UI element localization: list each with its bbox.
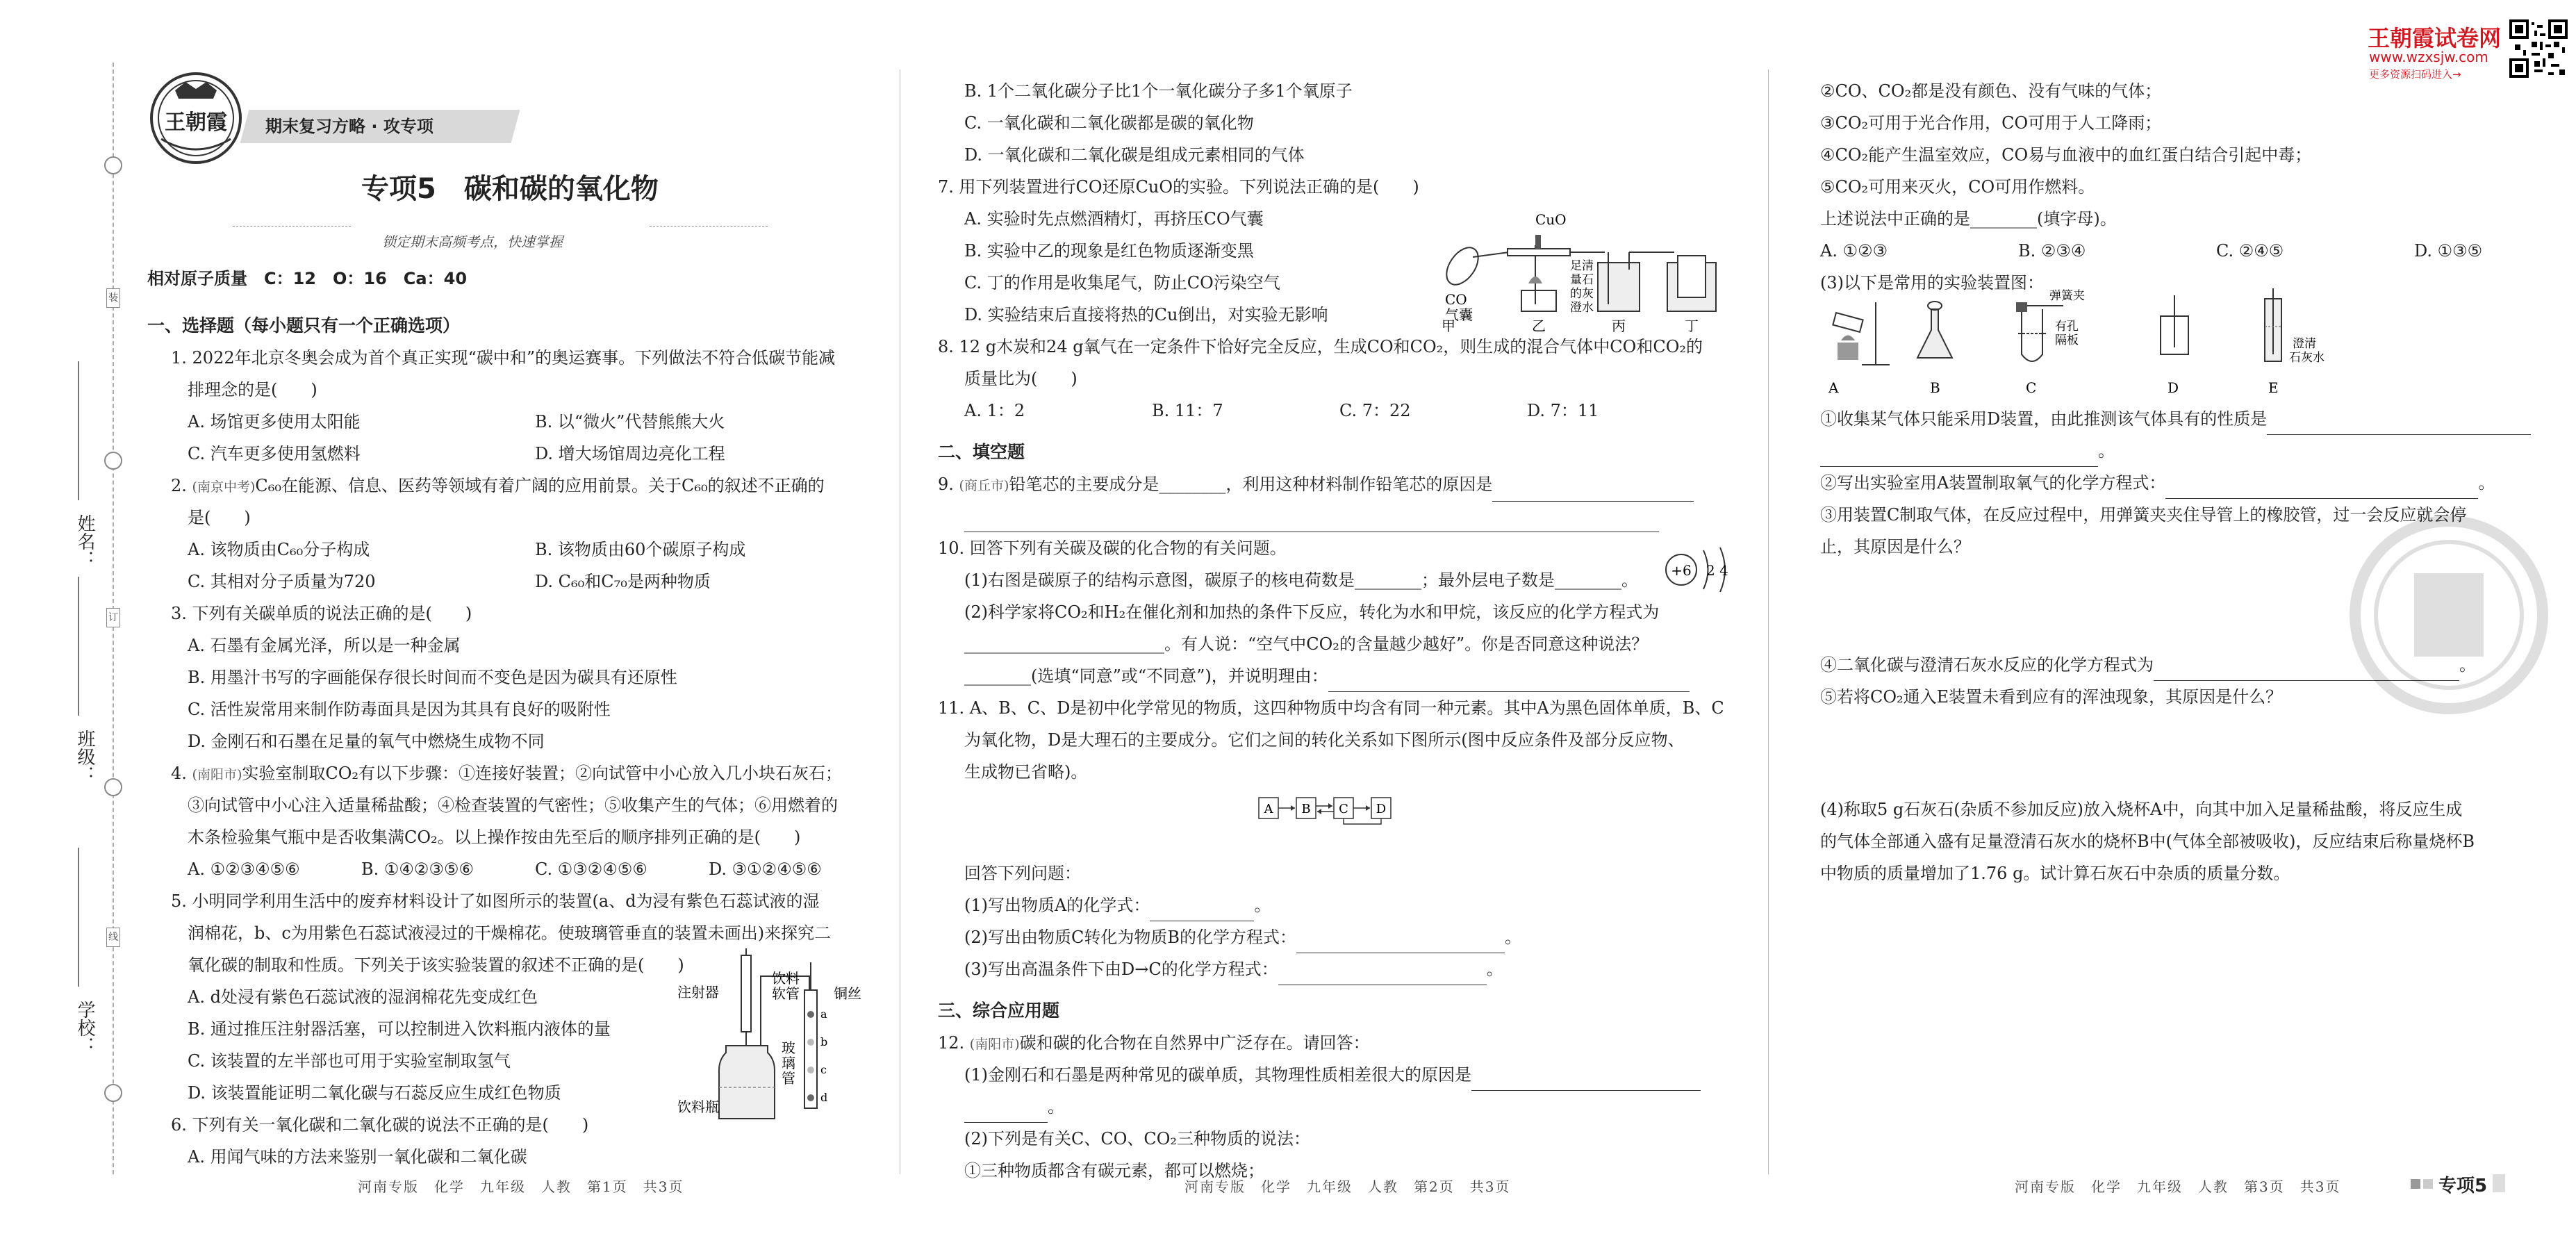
q7-option[interactable]: B. 实验中乙的现象是红色物质逐渐变黑 bbox=[964, 241, 1254, 261]
q7-option[interactable]: D. 实验结束后直接将热的Cu倒出，对实验无影响 bbox=[964, 305, 1328, 324]
limewater-label: 澄清 bbox=[2293, 337, 2316, 351]
q2-stem-cont: 是( ) bbox=[188, 508, 251, 527]
qr-code[interactable] bbox=[2509, 19, 2568, 78]
q11-part3: (3)写出高温条件下由D→C的化学方程式： bbox=[964, 960, 1278, 979]
q11-ask: 回答下列问题： bbox=[964, 864, 1081, 883]
fig7-lime-label: 量石 bbox=[1570, 273, 1594, 287]
q12-stem: 碳和碳的化合物在自然界中广泛存在。请回答： bbox=[1019, 1033, 1370, 1053]
q12-option[interactable]: C. ②④⑤ bbox=[2216, 241, 2284, 261]
fig5-bottle-label: 饮料瓶 bbox=[677, 1098, 719, 1115]
q6-option[interactable]: D. 一氧化碳和二氧化碳是组成元素相同的气体 bbox=[964, 145, 1305, 165]
q12-part3: (3)以下是常用的实验装置图： bbox=[1820, 273, 2044, 293]
page2-body: B. 1个二氧化碳分子比1个一氧化碳分子多1个氧原子 C. 一氧化碳和二氧化碳都是碳的氧化物 D. 一氧化碳和二氧化碳是组成元素相同的气体 7. 用下列装置进行CO还原CuO的实验。下列说法正确的是( ) A. 实验时先点燃酒精灯，再挤压CO气囊 B. 实验中乙的现象是红色物质逐渐变黑 C. 丁的作用是收集尾气，防止CO污染空气 D. 实验结束后直接将热的Cu倒出，对实验无影响 8. 12 g木炭和24 g氧气在一定条件下恰好完全反应，生成CO和CO₂，则生成的混合气体中CO和CO₂的 质量比为( ) A. 1：2 B. 11：7 C. 7：22 D. 7：11 二、填空题 9. (商丘市)铅笔芯的主要成分是________，利用这种材料制作铅笔芯的原因是 10. 回答下列有关碳及碳的化合物的有关问题。 (1)右图是碳原子的结构示意图，碳原子的核电荷数是________；最外层电子数是________。 (2)科学家将CO₂和H₂在催化剂和加热的条件下反应，转化为水和甲烷，该反应的化学方程式为 ________________________。有人说：“空气中CO₂的含量越少越好”。你是否同意这种说法？ ________(选填“同意”或“不同意”)，并说明理由： 11. A、B、C、D是初中化学常见的物质，这四种物质中均含有同一种元素。其中A为黑色固体单质，B、C 为氧化物，D是大理石的主要成分。它们之间的转化关系如下图所示(图中反应条件及部分反应物、 生成物已省略)。 回答下列问题： (1)写出物质A的化学式： 。 (2)写出由物质C转化为物质B的化学方程式： 。 (3)写出高温条件下由D→C的化学方程式： 。 三、综合应用题 12. (南阳市)碳和碳的化合物在自然界中广泛存在。请回答： (1)金刚石和石墨是两种常见的碳单质，其物理性质相差很大的原因是 。 (2)下列是有关C、CO、CO₂三种物质的说法： ①三种物质都含有碳元素，都可以燃烧； bbox=[938, 75, 1765, 1187]
p4-stem-cont: 的气体全部通入盛有足量澄清石灰水的烧杯B中(气体全部被吸收)，反应结束后称量烧杯B bbox=[1820, 832, 2475, 851]
q11-chain-diagram bbox=[1257, 791, 1396, 825]
q11-stem: 11. A、B、C、D是初中化学常见的物质，这四种物质中均含有同一种元素。其中A为黑色固体单质，B、C bbox=[938, 698, 1724, 718]
q1-option[interactable]: D. 增大场馆周边亮化工程 bbox=[535, 444, 725, 463]
q8-stem: 8. 12 g木炭和24 g氧气在一定条件下恰好完全反应，生成CO和CO₂，则生成的混合气体中CO和CO₂的 bbox=[938, 337, 1703, 356]
fig5-syringe-label: 注射器 bbox=[677, 984, 719, 1001]
q12-statement: ⑤CO₂可用来灭火，CO可用作燃料。 bbox=[1820, 177, 2095, 197]
chain-node: A bbox=[1264, 802, 1273, 816]
tag-mark bbox=[2423, 1179, 2433, 1189]
p4-stem-cont: 中物质的质量增加了1.76 g。试计算石灰石中杂质的质量分数。 bbox=[1820, 864, 2290, 883]
fig5-glass-label: 玻 bbox=[782, 1039, 795, 1056]
school-blank bbox=[78, 848, 79, 987]
binding-hole bbox=[104, 156, 122, 174]
binding-hole bbox=[104, 452, 122, 470]
q11-stem-cont: 为氧化物，D是大理石的主要成分。它们之间的转化关系如下图所示(图中反应条件及部分反应物、 bbox=[964, 730, 1685, 750]
q11-answer-blank[interactable] bbox=[1278, 964, 1487, 985]
q7-apparatus-figure bbox=[1438, 207, 1737, 332]
q6-option[interactable]: B. 1个二氧化碳分子比1个一氧化碳分子多1个氧原子 bbox=[964, 81, 1353, 101]
page2-footer: 河南专版 化学 九年级 人教 第2页 共3页 bbox=[1184, 1178, 1511, 1195]
plate-label: 隔板 bbox=[2055, 334, 2079, 347]
q1-option[interactable]: B. 以“微火”代替熊熊大火 bbox=[535, 412, 725, 431]
site-url[interactable]: www.wzxsjw.com bbox=[2369, 49, 2488, 65]
q2-stem: C₆₀在能源、信息、医药等领域有着广阔的应用前景。关于C₆₀的叙述不正确的 bbox=[255, 476, 825, 495]
page1-footer: 河南专版 化学 九年级 人教 第1页 共3页 bbox=[358, 1178, 684, 1195]
q12-option[interactable]: D. ①③⑤ bbox=[2414, 241, 2483, 261]
q3-option[interactable]: D. 金刚石和石墨在足量的氧气中燃烧生成物不同 bbox=[188, 732, 545, 751]
q3-option[interactable]: C. 活性炭常用来制作防毒面具是因为其具有良好的吸附性 bbox=[188, 700, 611, 719]
q4-option[interactable]: C. ①③②④⑤⑥ bbox=[535, 859, 647, 879]
chain-node: B bbox=[1301, 802, 1311, 816]
q12-part1: (1)金刚石和石墨是两种常见的碳单质，其物理性质相差很大的原因是 bbox=[964, 1065, 1471, 1085]
fig5-straw-label: 饮料 bbox=[772, 970, 800, 987]
q11-part1: (1)写出物质A的化学式： bbox=[964, 896, 1150, 915]
p3-answer-blank[interactable] bbox=[2165, 477, 2478, 499]
p3-answer-blank[interactable] bbox=[1820, 445, 2098, 467]
bind-tag: 线 bbox=[106, 928, 120, 947]
q12-option[interactable]: A. ①②③ bbox=[1820, 241, 1888, 261]
q3-option[interactable]: A. 石墨有金属光泽，所以是一种金属 bbox=[188, 636, 461, 655]
q12-apparatus-figure bbox=[1820, 288, 2487, 400]
q2-option[interactable]: B. 该物质由60个碳原子构成 bbox=[535, 540, 746, 559]
chain-node: C bbox=[1339, 802, 1348, 816]
q5-option[interactable]: B. 通过推压注射器活塞，可以控制进入饮料瓶内液体的量 bbox=[188, 1019, 611, 1039]
q1-option[interactable]: A. 场馆更多使用太阳能 bbox=[188, 412, 361, 431]
fig-label: E bbox=[2268, 379, 2279, 396]
watermark-seal bbox=[2348, 514, 2550, 716]
q5-stem-cont: 氧化碳的制取和性质。下列关于该实验装置的叙述不正确的是( ) bbox=[188, 955, 684, 975]
banner-text: 期末复习方略 · 攻专项 bbox=[265, 117, 434, 136]
atomic-mass: 相对原子质量 C：12 O：16 Ca：40 bbox=[147, 269, 468, 288]
q11-answer-blank[interactable] bbox=[1150, 900, 1254, 921]
q9-source: (商丘市) bbox=[959, 478, 1009, 493]
plate-label: 有孔 bbox=[2055, 320, 2079, 334]
q6-option[interactable]: A. 用闻气味的方法来鉴别一氧化碳和二氧化碳 bbox=[188, 1147, 527, 1167]
slogan-rule-left bbox=[233, 226, 351, 227]
q1-option[interactable]: C. 汽车更多使用氢燃料 bbox=[188, 444, 361, 463]
bind-tag: 装 bbox=[106, 288, 120, 308]
p3-q1: ①收集某气体只能采用D装置，由此推测该气体具有的性质是 bbox=[1820, 409, 2268, 429]
page1-body: 相对原子质量 C：12 O：16 Ca：40 一、选择题（每小题只有一个正确选项） 1. 2022年北京冬奥会成为首个真正实现“碳中和”的奥运赛事。下列做法不符合低碳节能减 排理念的是( ) A. 场馆更多使用太阳能 B. 以“微火”代替熊熊大火 C. 汽车更多使用氢燃料 D. 增大场馆周边亮化工程 2. (南京中考)C₆₀在能源、信息、医药等领域有着广阔的应用前景。关于C₆₀的叙述不正确的 是( ) A. 该物质由C₆₀分子构成 B. 该物质由60个碳原子构成 C. 其相对分子质量为720 D. C₆₀和C₇₀是两种物质 3. 下列有关碳单质的说法正确的是( ) A. 石墨有金属光泽，所以是一种金属 B. 用墨汁书写的字画能保存很长时间而不变色是因为碳具有还原性 C. 活性炭常用来制作防毒面具是因为其具有良好的吸附性 D. 金刚石和石墨在足量的氧气中燃烧生成物不同 4. (南阳市)实验室制取CO₂有以下步骤：①连接好装置；②向试管中小心放入几小块石灰石； ③向试管中小心注入适量稀盐酸；④检查装置的气密性；⑤收集产生的气体；⑥用燃着的 木条检验集气瓶中是否收集满CO₂。以上操作按由先至后的顺序排列正确的是( ) A. ①②③④⑤⑥ B. ①④②③⑤⑥ C. ①③②④⑤⑥ D. ③①②④⑤⑥ 5. 小明同学利用生活中的废弃材料设计了如图所示的装置(a、d为浸有紫色石蕊试液的湿 润棉花，b、c为用紫色石蕊试液浸过的干燥棉花。使玻璃管垂直的装置未画出)来探究二 氧化碳的制取和性质。下列关于该实验装置的叙述不正确的是( ) A. d处浸有紫色石蕊试液的湿润棉花先变成红色 B. 通过推压注射器活塞，可以控制进入饮料瓶内液体的量 C. 该装置的左半部也可用于实验室制取氢气 D. 该装置能证明二氧化碳与石蕊反应生成红色物质 6. 下列有关一氧化碳和二氧化碳的说法不正确的是( ) A. 用闻气味的方法来鉴别一氧化碳和二氧化碳 bbox=[147, 263, 877, 1173]
q5-option[interactable]: A. d处浸有紫色石蕊试液的湿润棉花先变成红色 bbox=[188, 987, 538, 1007]
q12-ask: 上述说法中正确的是________(填字母)。 bbox=[1820, 209, 2117, 229]
page-title: 专项5 碳和碳的氧化物 bbox=[361, 173, 659, 205]
p3-q4: ④二氧化碳与澄清石灰水反应的化学方程式为 bbox=[1820, 655, 2154, 675]
q4-option[interactable]: D. ③①②④⑤⑥ bbox=[709, 859, 822, 879]
p3-q3-cont: 止，其原因是什么？ bbox=[1820, 537, 1970, 557]
slogan: 锁定期末高频考点，快速掌握 bbox=[382, 233, 563, 250]
section2-heading: 二、填空题 bbox=[938, 442, 1025, 462]
fig-label: C bbox=[2026, 379, 2037, 396]
fig7-ding: 丁 bbox=[1685, 318, 1699, 332]
p3-q3: ③用装置C制取气体，在反应过程中，用弹簧夹夹住导管上的橡胶管，过一会反应就会停 bbox=[1820, 505, 2467, 525]
binding-hole bbox=[104, 1084, 122, 1102]
fig7-lime-label: 的灰 bbox=[1570, 287, 1594, 301]
q11-answer-blank[interactable] bbox=[1296, 932, 1505, 953]
q9-stem: 铅笔芯的主要成分是________，利用这种材料制作铅笔芯的原因是 bbox=[1009, 475, 1493, 494]
fig7-co-label: CO bbox=[1445, 291, 1467, 308]
section1-heading: 一、选择题（每小题只有一个正确选项） bbox=[147, 315, 461, 336]
q8-option[interactable]: D. 7：11 bbox=[1527, 401, 1599, 420]
q12-statement: ④CO₂能产生温室效应，CO易与血液中的血红蛋白结合引起中毒； bbox=[1820, 145, 2312, 165]
q4-stem-cont: 木条检验集气瓶中是否收集满CO₂。以上操作按由先至后的顺序排列正确的是( ) bbox=[188, 828, 801, 847]
fig5-glass-label: 璃 bbox=[782, 1055, 795, 1071]
fig7-bing: 丙 bbox=[1612, 318, 1626, 332]
chain-node: D bbox=[1376, 802, 1387, 816]
q8-stem-cont: 质量比为( ) bbox=[964, 369, 1078, 388]
q9-answer-blank[interactable] bbox=[964, 511, 1659, 532]
carbon-atom-diagram bbox=[1660, 542, 1758, 598]
q2-option[interactable]: D. C₆₀和C₇₀是两种物质 bbox=[535, 572, 711, 591]
site-note: 更多资源扫码进入→ bbox=[2369, 68, 2461, 81]
name-label: 姓名： bbox=[74, 514, 95, 568]
q7-option[interactable]: A. 实验时先点燃酒精灯，再挤压CO气囊 bbox=[964, 209, 1264, 229]
p3-q5: ⑤若将CO₂通入E装置未看到应有的浑浊现象，其原因是什么？ bbox=[1820, 687, 2283, 707]
q12-statement: ①三种物质都含有碳元素，都可以燃烧； bbox=[964, 1161, 1264, 1180]
q11-stem-cont: 生成物已省略)。 bbox=[964, 762, 1088, 782]
fig7-yi: 乙 bbox=[1532, 318, 1546, 332]
q5-option[interactable]: C. 该装置的左半部也可用于实验室制取氢气 bbox=[188, 1051, 511, 1071]
q12-answer-blank[interactable] bbox=[1471, 1069, 1701, 1091]
p3-q2: ②写出实验室用A装置制取氧气的化学方程式： bbox=[1820, 473, 2166, 493]
q10-answer-blank[interactable] bbox=[1328, 670, 1690, 692]
atom-shells: 2 4 bbox=[1706, 562, 1728, 579]
fig7-lime-label: 澄水 bbox=[1570, 301, 1594, 315]
page3-body-cont: ①收集某气体只能采用D装置，由此推测该气体具有的性质是 。 ②写出实验室用A装置制取氧气的化学方程式： 。 ③用装置C制取气体，在反应过程中，用弹簧夹夹住导管上的橡胶管，过一会反应就会停 止，其原因是什么？ ④二氧化碳与澄清石灰水反应的化学方程式为 。 ⑤若将CO₂通入E装置未看到应有的浑浊现象，其原因是什么？ (4)称取5 g石灰石(杂质不参加反应)放入烧杯A中，向其中加入足量稀盐酸，将反应生成 的气体全部通入盛有足量澄清石灰水的烧杯B中(气体全部被吸收)，反应结束后称量烧杯B 中物质的质量增加了1.76 g。试计算石灰石中杂质的质量分数。 bbox=[1820, 403, 2522, 889]
q5-stem-cont: 润棉花，b、c为用紫色石蕊试液浸过的干燥棉花。使玻璃管垂直的装置未画出)来探究二 bbox=[188, 923, 832, 943]
q3-stem: 3. 下列有关碳单质的说法正确的是( ) bbox=[171, 604, 472, 623]
spring-clip-label: 弹簧夹 bbox=[2049, 289, 2085, 303]
q3-option[interactable]: B. 用墨汁书写的字画能保存很长时间而不变色是因为碳具有还原性 bbox=[188, 668, 677, 687]
q4-option[interactable]: A. ①②③④⑤⑥ bbox=[188, 859, 300, 879]
tag-mark bbox=[2493, 1174, 2505, 1192]
q8-option[interactable]: A. 1：2 bbox=[964, 401, 1025, 420]
fig-label: B bbox=[1930, 379, 1940, 396]
page-divider bbox=[1768, 69, 1769, 1174]
page3-body bbox=[1820, 75, 2522, 299]
atom-nucleus: +6 bbox=[1671, 562, 1692, 579]
q4-source: (南阳市) bbox=[192, 767, 242, 782]
limewater-label: 石灰水 bbox=[2289, 351, 2325, 365]
p3-answer-blank[interactable] bbox=[2267, 413, 2531, 435]
q10-part2: (2)科学家将CO₂和H₂在催化剂和加热的条件下反应，转化为水和甲烷，该反应的化学方程式为 bbox=[964, 602, 1660, 622]
q6-option[interactable]: C. 一氧化碳和二氧化碳都是碳的氧化物 bbox=[964, 113, 1254, 133]
fig5-point-c: c bbox=[820, 1063, 827, 1076]
logo-text: 王朝霞 bbox=[165, 110, 227, 135]
q12-statement: ②CO、CO₂都是没有颜色、没有气味的气体； bbox=[1820, 81, 2162, 101]
q12-statement: ③CO₂可用于光合作用，CO可用于人工降雨； bbox=[1820, 113, 2162, 133]
fig5-glass-label: 管 bbox=[782, 1070, 795, 1087]
q4-stem-cont: ③向试管中小心注入适量稀盐酸；④检查装置的气密性；⑤收集产生的气体；⑥用燃着的 bbox=[188, 796, 838, 815]
topic-tag: 专项5 bbox=[2438, 1176, 2488, 1196]
binding-hole bbox=[104, 778, 122, 796]
tag-mark bbox=[2411, 1179, 2420, 1189]
site-title: 王朝霞试卷网 bbox=[2368, 25, 2502, 51]
fig7-bag-label: 气囊 bbox=[1445, 306, 1473, 323]
section3-heading: 三、综合应用题 bbox=[938, 1001, 1060, 1021]
q8-option[interactable]: B. 11：7 bbox=[1152, 401, 1223, 420]
q10-part1: (1)右图是碳原子的结构示意图，碳原子的核电荷数是________；最外层电子数是________。 bbox=[964, 570, 1638, 590]
bind-tag: 订 bbox=[106, 608, 120, 627]
fig5-straw-label: 软管 bbox=[772, 985, 800, 1002]
q12-source: (南阳市) bbox=[969, 1037, 1020, 1052]
q6-stem: 6. 下列有关一氧化碳和二氧化碳的说法不正确的是( ) bbox=[171, 1115, 589, 1135]
q12-part2: (2)下列是有关C、CO、CO₂三种物质的说法： bbox=[964, 1129, 1311, 1149]
q12-option[interactable]: B. ②③④ bbox=[2018, 241, 2086, 261]
q4-option[interactable]: B. ①④②③⑤⑥ bbox=[361, 859, 474, 879]
fig5-wire-label: 铜丝 bbox=[834, 985, 861, 1002]
q11-part2: (2)写出由物质C转化为物质B的化学方程式： bbox=[964, 928, 1296, 947]
q2-option[interactable]: C. 其相对分子质量为720 bbox=[188, 572, 376, 591]
brand-logo bbox=[147, 69, 245, 167]
q5-apparatus-figure bbox=[677, 948, 879, 1122]
page3-footer: 河南专版 化学 九年级 人教 第3页 共3页 bbox=[2015, 1178, 2341, 1195]
q8-option[interactable]: C. 7：22 bbox=[1339, 401, 1411, 420]
fig7-cuo-label: CuO bbox=[1535, 211, 1567, 228]
q1-stem-cont: 排理念的是( ) bbox=[188, 380, 317, 400]
q5-stem: 5. 小明同学利用生活中的废弃材料设计了如图所示的装置(a、d为浸有紫色石蕊试液的湿 bbox=[171, 891, 820, 911]
slogan-rule-right bbox=[650, 226, 768, 227]
q2-source: (南京中考) bbox=[192, 479, 256, 495]
q10-part2-cont: ________________________。有人说：“空气中CO₂的含量越少越好”。你是否同意这种说法？ bbox=[964, 634, 1649, 654]
class-blank bbox=[78, 577, 79, 716]
q7-option[interactable]: C. 丁的作用是收集尾气，防止CO污染空气 bbox=[964, 273, 1280, 293]
p4-stem: (4)称取5 g石灰石(杂质不参加反应)放入烧杯A中，向其中加入足量稀盐酸，将反应生成 bbox=[1820, 800, 2463, 819]
q1-stem: 1. 2022年北京冬奥会成为首个真正实现“碳中和”的奥运赛事。下列做法不符合低碳节能减 bbox=[171, 348, 836, 368]
school-label: 学校： bbox=[74, 1001, 95, 1055]
q7-stem: 7. 用下列装置进行CO还原CuO的实验。下列说法正确的是( ) bbox=[938, 177, 1419, 197]
fig-label: A bbox=[1828, 379, 1839, 396]
q12-answer-blank[interactable] bbox=[964, 1101, 1048, 1123]
q10-part2-cont: ________(选填“同意”或“不同意”)，并说明理由： bbox=[964, 666, 1328, 686]
q9-answer-blank[interactable] bbox=[1492, 480, 1694, 502]
fig5-point-d: d bbox=[820, 1091, 828, 1104]
q4-stem: 实验室制取CO₂有以下步骤：①连接好装置；②向试管中小心放入几小块石灰石； bbox=[242, 764, 843, 783]
q10-stem: 10. 回答下列有关碳及碳的化合物的有关问题。 bbox=[938, 538, 1287, 558]
fig7-lime-label: 足清 bbox=[1570, 259, 1594, 273]
fig-label: D bbox=[2168, 379, 2179, 396]
fig5-point-a: a bbox=[820, 1007, 827, 1021]
fig5-point-b: b bbox=[820, 1035, 828, 1048]
q2-option[interactable]: A. 该物质由C₆₀分子构成 bbox=[188, 540, 370, 559]
class-label: 班级： bbox=[74, 730, 95, 784]
fig7-jia: 甲 bbox=[1442, 318, 1455, 332]
q5-option[interactable]: D. 该装置能证明二氧化碳与石蕊反应生成红色物质 bbox=[188, 1083, 561, 1103]
name-blank bbox=[78, 361, 79, 500]
section-banner bbox=[240, 110, 520, 143]
